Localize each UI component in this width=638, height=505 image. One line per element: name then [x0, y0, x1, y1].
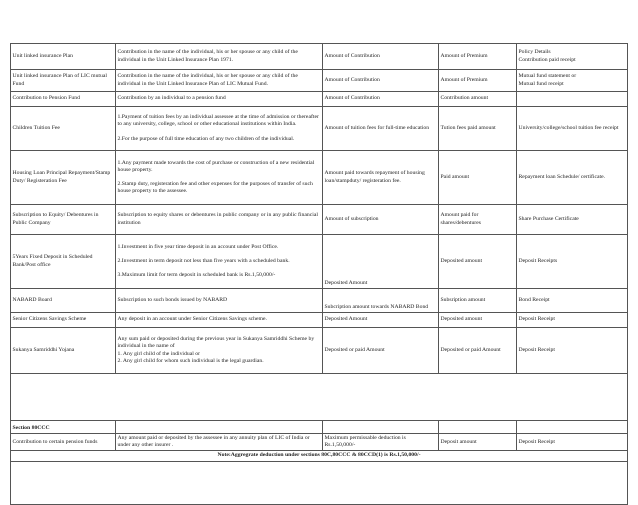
description-paragraph: Contribution by an individual to a pension fund: [117, 95, 226, 102]
claimed-amount: Subsription amount: [439, 289, 517, 313]
supporting-document: Bond Receipt: [517, 289, 628, 313]
claimed-amount: Paid amount: [439, 151, 517, 205]
deduction-name: Contribution to Pension Fund: [11, 92, 116, 107]
claimed-amount: Deposited or paid Amount: [439, 328, 517, 374]
note-text: Note:Aggregrate deduction under sections 80C,80CCC & 80CCD(1) is Rs.1,50,000/-: [11, 451, 628, 461]
claimed-amount: Amount of Premium: [439, 70, 517, 92]
description-paragraph: Any sum paid or deposited during the previous year in Sukanya Samriddhi Scheme by individual in the name of 1. Any girl child of the individual or 2. Any girl child for whom such individual is the legal guardian.: [117, 336, 315, 364]
deduction-description: [116, 205, 323, 235]
section-header-row: [11, 421, 628, 434]
table-row: [11, 205, 628, 235]
deduction-name: Children Tuition Fee: [11, 107, 116, 151]
section-title: Section 80CCC: [11, 421, 116, 434]
deduction-description: [116, 70, 323, 92]
description-paragraph: 1.Payment of tuition fees by an individual assessee at the time of admission or thereafter to any university, college, school or other educational institutions within India.: [117, 114, 319, 128]
note-row: [11, 451, 628, 461]
description-paragraph: 1.Any payment made towards the cost of purchase or construction of a new residential house property.: [117, 159, 315, 173]
spacer-row: [11, 374, 628, 421]
deduction-name: Unit linked insurance Plan of LIC mutual Fund: [11, 70, 116, 92]
table-row: [11, 44, 628, 70]
claimed-amount: Deposited amount: [439, 313, 517, 328]
eligible-amount: Deposited Amount: [323, 313, 439, 328]
section-deduction-name: Contribution to certain pension funds: [11, 434, 116, 451]
supporting-document: Deposit Receipt: [517, 313, 628, 328]
spacer-cell: [11, 374, 628, 421]
description-paragraph: Subscription to such bonds issued by NABARD: [117, 296, 228, 303]
eligible-amount: Deposited or paid Amount: [323, 328, 439, 374]
section-document: Deposit Receipt: [517, 434, 628, 451]
deduction-description: [116, 151, 323, 205]
table-row: [11, 328, 628, 374]
deduction-description: [116, 289, 323, 313]
eligible-amount: Deposited Amount: [323, 235, 439, 289]
claimed-amount: Amount paid for shares/debentures: [439, 205, 517, 235]
deduction-name: 5Years Fixed Deposit in Scheduled Bank/Post office: [11, 235, 116, 289]
deduction-description: [116, 44, 323, 70]
description-paragraph: 2.Stamp duty, registeration fee and other expenses for the purposes of transfer of such house property to the assessee.: [117, 181, 313, 195]
description-paragraph: 1.Investment in five year time deposit in an account under Post Office.: [117, 243, 279, 250]
claimed-amount: Amount of Premium: [439, 44, 517, 70]
description-paragraph: Subscription to equity shares or debentures in public company or in any public financial institution: [117, 212, 318, 226]
section-row: [11, 434, 628, 451]
section-amount: Deposit amount: [439, 434, 517, 451]
eligible-amount: Amount of Contribution: [323, 70, 439, 92]
deduction-description: [116, 313, 323, 328]
table-row: [11, 107, 628, 151]
deduction-description: [116, 235, 323, 289]
section-blank-cell: [517, 421, 628, 434]
supporting-document: Deposit Receipts: [517, 235, 628, 289]
table-row: [11, 92, 628, 107]
table-row: [11, 289, 628, 313]
rows-body: [11, 44, 628, 374]
eligible-amount: Amount of tuition fees for full-time education: [323, 107, 439, 151]
section-blank-cell: [323, 421, 439, 434]
eligible-amount: Subcription amount towards NABARD Bond: [323, 289, 439, 313]
deduction-description: [116, 107, 323, 151]
deduction-description: [116, 92, 323, 107]
description-paragraph: 2.For the purpose of full time education of any two children of the individual.: [117, 135, 295, 142]
deduction-name: NABARD Board: [11, 289, 116, 313]
description-paragraph: Contribution in the name of the individual, his or her spouse or any child of the individual in the Unit Linked Insurance Plan of LIC Mutual Fund.: [117, 73, 298, 87]
deduction-description: [116, 328, 323, 374]
eligible-amount: Amount of subscription: [323, 205, 439, 235]
deduction-name: Unit linked insurance Plan: [11, 44, 116, 70]
supporting-document: Share Purchase Certificate: [517, 205, 628, 235]
table-row: [11, 151, 628, 205]
trailing-cell: [11, 461, 628, 504]
section-limit: Maximum permissable deduction is Rs.1,50,000/-: [323, 434, 439, 451]
description-paragraph: Any deposit in an account under Senior Citizens Savings scheme.: [117, 316, 267, 323]
table-row: [11, 70, 628, 92]
eligible-amount: Amount of Contribution: [323, 44, 439, 70]
deduction-table: [10, 43, 628, 505]
description-paragraph: 3.Maximum limit for term deposit in scheduled bank is Rs.1,50,000/-: [117, 272, 276, 279]
deduction-name: Sukanya Samriddhi Yojana: [11, 328, 116, 374]
supporting-document: University/college/school tuition fee receipt: [517, 107, 628, 151]
claimed-amount: Contribution amount: [439, 92, 517, 107]
section-blank-cell: [439, 421, 517, 434]
table-row: [11, 235, 628, 289]
description-paragraph: Contribution in the name of the individual, his or her spouse or any child of the individual in the Unit Linked Insurance Plan 1971.: [117, 49, 298, 63]
supporting-document: [517, 92, 628, 107]
deduction-name: Subscription to Equity/ Debentures in Public Company: [11, 205, 116, 235]
section-blank-cell: [116, 421, 323, 434]
claimed-amount: Deposited amount: [439, 235, 517, 289]
eligible-amount: Amount paid towards repayment of housing loan/stampduty/ registeration fee.: [323, 151, 439, 205]
eligible-amount: Amount of Contribution: [323, 92, 439, 107]
supporting-document: Deposit Receipt: [517, 328, 628, 374]
table-row: [11, 313, 628, 328]
supporting-document: Policy Details Contribution paid receipt: [517, 44, 628, 70]
claimed-amount: Tution fees paid amount: [439, 107, 517, 151]
trailing-row: [11, 461, 628, 504]
deduction-name: Senior Citizens Savings Scheme: [11, 313, 116, 328]
description-paragraph: 2.Investment in term deposit not less than five years with a scheduled bank.: [117, 257, 290, 264]
deduction-name: Housing Loan Principal Repayment/Stamp Duty/ Registeration Fee: [11, 151, 116, 205]
supporting-document: Mutual fund statement or Mutual fund receipt: [517, 70, 628, 92]
supporting-document: Repayment loan Schedule/ certificate.: [517, 151, 628, 205]
section-description: Any amount paid or deposited by the assessee in any annuity plan of LIC of India or under any other insurer .: [116, 434, 323, 451]
